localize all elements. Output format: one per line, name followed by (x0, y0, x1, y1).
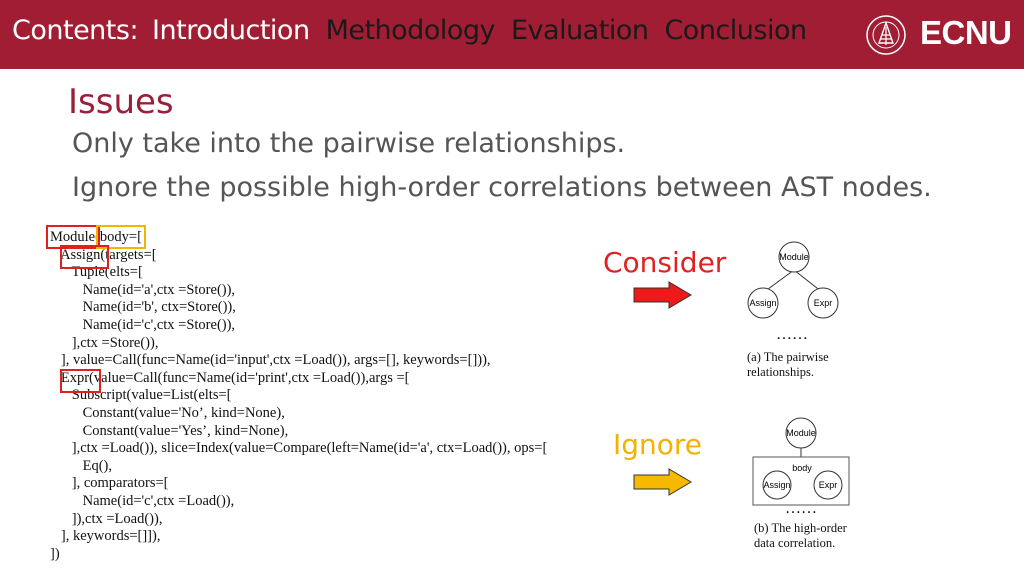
brand-logo: ECNU (920, 14, 1012, 51)
node-expr: Expr (818, 480, 838, 490)
code-line: Constant(value='No’, kind=None), (50, 404, 285, 421)
contents-label: Contents: (12, 15, 139, 46)
section-nav (12, 15, 823, 46)
code-line: Module(body=[ (50, 229, 142, 245)
code-line: Tuple(elts=[ (50, 264, 143, 281)
expr-highlight-box (60, 369, 101, 393)
code-line: Name(id='b', ctx=Store()), (50, 299, 236, 316)
university-seal-icon (866, 15, 906, 55)
red-arrow-icon (633, 281, 693, 309)
group-body-label: body (792, 463, 812, 473)
assign-highlight-box (60, 245, 109, 269)
node-assign: Assign (763, 480, 791, 490)
yellow-arrow-icon (633, 468, 693, 496)
caption-line: data correlation. (754, 536, 836, 550)
diagram-a-ellipsis: …… (776, 326, 808, 343)
nav-evaluation[interactable]: Evaluation (510, 15, 649, 46)
issue-line-2: Ignore the possible high-order correlations between AST nodes. (72, 172, 932, 203)
code-line: ],ctx =Load()), slice=Index(value=Compare(left=Name(id='a', ctx=Load()), ops=[ (50, 440, 548, 457)
code-line: Assign(targets=[ (50, 246, 157, 263)
nav-introduction[interactable]: Introduction (152, 15, 310, 46)
slide-title: Issues (68, 82, 174, 122)
nav-methodology[interactable]: Methodology (325, 15, 495, 46)
caption-line: (b) The high-order (754, 521, 847, 535)
pairwise-ast-diagram (740, 240, 850, 330)
caption-line: relationships. (747, 365, 815, 379)
header-bar (0, 0, 1024, 69)
node-module: Module (786, 428, 816, 438)
diagram-b-ellipsis: …… (785, 500, 817, 517)
caption-line: (a) The pairwise (747, 350, 829, 364)
code-line: Name(id='c',ctx =Load()), (50, 492, 235, 509)
code-line: Name(id='c',ctx =Store()), (50, 316, 236, 333)
code-line: ]) (50, 545, 60, 562)
code-line: ], comparators=[ (50, 475, 169, 492)
node-expr: Expr (813, 298, 833, 308)
code-line: Constant(value='Yes’, kind=None), (50, 422, 289, 439)
diagram-b-caption (754, 521, 847, 551)
ast-code-listing (50, 229, 547, 563)
code-line: Name(id='a',ctx =Store()), (50, 281, 236, 298)
node-module: Module (779, 252, 809, 262)
node-assign: Assign (749, 298, 777, 308)
code-line: Eq(), (50, 457, 113, 474)
diagram-a-caption (747, 350, 829, 380)
code-line: ],ctx =Store()), (50, 334, 159, 351)
issue-line-1: Only take into the pairwise relationships. (72, 128, 626, 159)
code-line: Expr(value=Call(func=Name(id='print',ctx =Load()),args =[ (50, 369, 410, 386)
code-line: ]),ctx =Load()), (50, 510, 163, 527)
code-line: Subscript(value=List(elts=[ (50, 387, 232, 404)
code-line: ], keywords=[]]), (50, 528, 161, 545)
consider-label: Consider (603, 246, 727, 279)
code-line: ], value=Call(func=Name(id='input',ctx =Load()), args=[], keywords=[])), (50, 352, 491, 369)
high-order-ast-diagram (748, 415, 854, 507)
ignore-label: Ignore (613, 428, 703, 461)
nav-conclusion[interactable]: Conclusion (664, 15, 807, 46)
